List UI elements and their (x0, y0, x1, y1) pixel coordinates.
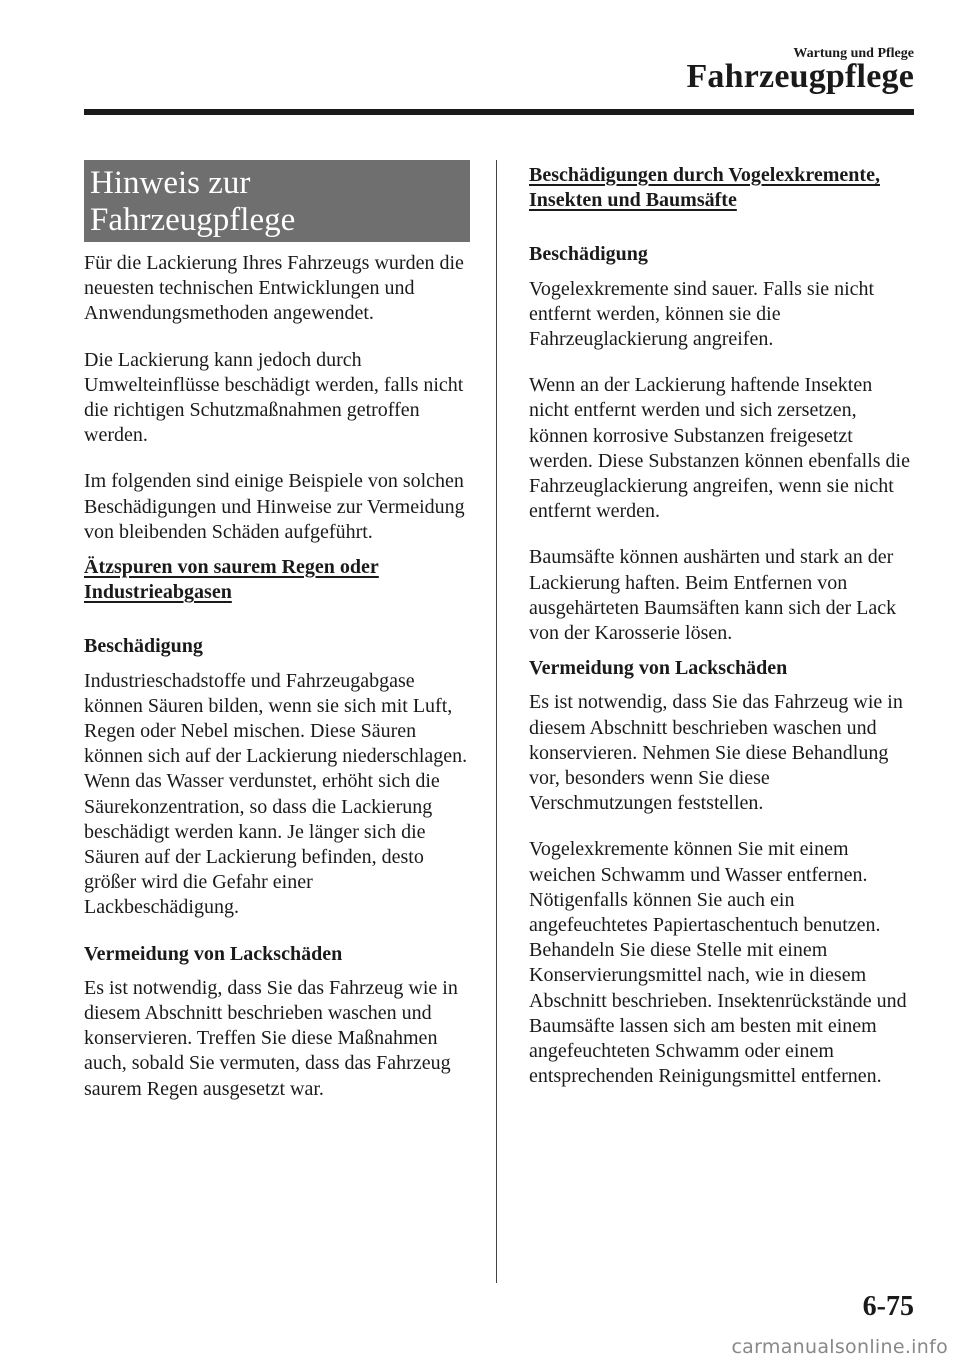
acid-avoid-text: Es ist notwendig, dass Sie das Fahrzeug wie in diesem Abschnitt beschrieben waschen und konservieren. Treffen Sie diese Maßnahmen auch, sobald Sie vermuten, dass das Fahrzeug saurem Regen ausgesetzt war. (84, 976, 458, 1100)
intro-paragraph-1: Für die Lackierung Ihres Fahrzeugs wurden die neuesten technischen Entwicklungen und Anwendungsmethoden angewendet. (84, 252, 464, 325)
watermark: carmanualsonline.info (731, 1336, 948, 1358)
page-number: 6-75 (862, 1291, 914, 1322)
column-divider (496, 160, 497, 1283)
section-title-line2: Fahrzeugpflege (90, 202, 296, 238)
acid-rain-heading: Ätzspuren von saurem Regen oder Industrieabgasen (84, 556, 379, 604)
section-title-line1: Hinweis zur (90, 165, 251, 201)
header-rule (84, 109, 914, 115)
section-title-box (84, 160, 470, 242)
acid-avoid-label: Vermeidung von Lackschäden (84, 942, 343, 965)
bird-damage-label: Beschädigung (529, 243, 648, 266)
bird-avoid-text-1: Es ist notwendig, dass Sie das Fahrzeug wie in diesem Abschnitt beschrieben waschen und konservieren. Nehmen Sie diese Behandlung vor, besonders wenn Sie diese Verschmutzungen feststellen. (529, 691, 903, 815)
acid-damage-text: Industrieschadstoffe und Fahrzeugabgase können Säuren bilden, wenn sie sich mit Luft, Regen oder Nebel mischen. Diese Säuren können sich auf der Lackierung niederschlagen. Wenn das Wasser verdunstet, erhöht sich die Säurekonzentration, so dass die Lackierung beschädigt werden kann. Je länger sich die Säuren auf der Lackierung befinden, desto größer wird die Gefahr einer Lackbeschädigung. (84, 669, 468, 919)
bird-damage-text-2: Wenn an der Lackierung haftende Insekten nicht entfernt werden und sich zersetzen, können korrosive Substanzen freigesetzt werden. Diese Substanzen können ebenfalls die Fahrzeuglackierung angreifen, wenn sie nicht entfernt werden. (529, 374, 910, 523)
left-column (84, 160, 470, 1123)
acid-damage-label: Beschädigung (84, 635, 203, 658)
bird-avoid-text-2: Vogelexkremente können Sie mit einem weichen Schwamm und Wasser entfernen. Nötigenfalls können Sie auch ein angefeuchtetes Papiertaschentuch benutzen. Behandeln Sie diese Stelle mit einem Konservierungsmittel nach, wie in diesem Abschnitt beschrieben. Insektenrückstände und Baumsäfte lassen sich am besten mit einem angefeuchteten Schwamm oder einem entsprechenden Reinigungsmittel entfernen. (529, 838, 907, 1088)
running-header-section: Wartung und Pflege (793, 46, 914, 61)
bird-damage-text-1: Vogelexkremente sind sauer. Falls sie nicht entfernt werden, können sie die Fahrzeuglackierung angreifen. (529, 277, 875, 351)
bird-damage-text-3: Baumsäfte können aushärten und stark an der Lackierung haften. Beim Entfernen von ausgehärteten Baumsäften kann sich der Lack von der Karosserie lösen. (529, 546, 897, 645)
intro-paragraph-2: Die Lackierung kann jedoch durch Umwelteinflüsse beschädigt werden, falls nicht die richtigen Schutzmaßnahmen getroffen werden. (84, 348, 464, 447)
bird-avoid-label: Vermeidung von Lackschäden (529, 657, 788, 680)
intro-paragraph-3: Im folgenden sind einige Beispiele von solchen Beschädigungen und Hinweise zur Vermeidung von bleibenden Schäden aufgeführt. (84, 470, 465, 543)
bird-droppings-heading: Beschädigungen durch Vogelexkremente, Insekten und Baumsäfte (529, 164, 880, 212)
running-header-title: Fahrzeugpflege (686, 58, 914, 95)
right-column (529, 160, 915, 1111)
